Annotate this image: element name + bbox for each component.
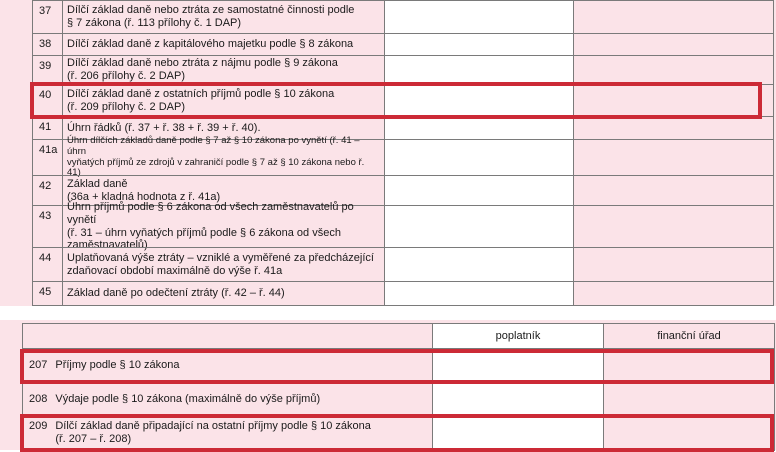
- tax-office-field: [603, 382, 775, 416]
- tax-office-field: [573, 116, 774, 140]
- row-label-line: vyňatých příjmů ze zdrojů v zahraničí podle § 7 až § 10 zákona nebo ř. 41): [67, 156, 365, 179]
- row-label-line: (ř. 206 přílohy č. 2 DAP): [67, 70, 185, 82]
- row-label: [62, 84, 385, 117]
- row-label: [62, 55, 385, 85]
- row-label-line: zaměstnavatelů): [67, 239, 148, 252]
- taxpayer-input[interactable]: [384, 33, 574, 56]
- row-label-line: Základ daně: [67, 177, 128, 190]
- row-text: Příjmy podle § 10 zákona: [55, 359, 180, 372]
- taxpayer-input[interactable]: [384, 116, 574, 140]
- row-39: [32, 55, 776, 84]
- row-40: [32, 84, 776, 116]
- row-label: [22, 382, 433, 416]
- row-label-line: (ř. 31 – úhrn vyňatých příjmů podle § 6 zákona od všech: [67, 226, 341, 239]
- row-number: 38: [32, 33, 63, 56]
- row-207: [22, 348, 776, 382]
- taxpayer-input[interactable]: [384, 139, 574, 176]
- taxpayer-input[interactable]: [384, 247, 574, 282]
- header-spacer: [22, 323, 433, 349]
- taxpayer-input[interactable]: [432, 348, 604, 383]
- taxpayer-input[interactable]: [384, 175, 574, 206]
- row-number: 208: [29, 392, 48, 405]
- tax-office-field: [603, 348, 775, 383]
- row-label-line: Dílčí základ daně nebo ztráta ze samostatné činnosti podle: [67, 4, 355, 17]
- row-41a: [32, 134, 776, 179]
- row-label: Základ daně po odečtení ztráty (ř. 42 – ř. 44): [62, 281, 385, 306]
- row-label-line: Úhrn dílčích základů daně podle § 7 až § 10 zákona po vynětí (ř. 41 – úhrn: [67, 134, 360, 157]
- row-209: [22, 415, 776, 450]
- row-label-line: Uplatňovaná výše ztráty – vzniklé a vyměřené za předcházející: [67, 251, 374, 264]
- tax-office-field: [573, 33, 774, 56]
- row-number: 207: [29, 359, 48, 372]
- row-number: 209: [29, 420, 48, 432]
- row-text: (ř. 207 – ř. 208): [55, 432, 132, 445]
- tax-office-field: [573, 205, 774, 248]
- column-header-taxpayer: poplatník: [432, 323, 604, 349]
- tax-office-field: [573, 175, 774, 206]
- row-number: 43: [32, 205, 63, 248]
- row-label-line: (36a + kladná hodnota z ř. 41a): [67, 190, 221, 203]
- row-label: [22, 415, 433, 451]
- row-number: 37: [32, 0, 63, 34]
- row-43: [32, 201, 776, 252]
- row-44: [32, 247, 776, 281]
- tax-office-field: [573, 281, 774, 306]
- row-label-line: Dílčí základ daně z ostatních příjmů podle § 10 zákona: [67, 87, 335, 100]
- row-text: Výdaje podle § 10 zákona (maximálně do výše příjmů): [55, 392, 321, 405]
- taxpayer-input[interactable]: [384, 84, 574, 117]
- row-number: 41a: [32, 139, 63, 176]
- row-label: [62, 247, 385, 282]
- row-label-line: § 7 zákona (ř. 113 přílohy č. 1 DAP): [67, 17, 242, 29]
- row-label-line: Dílčí základ daně nebo ztráta z nájmu podle § 9 zákona: [67, 57, 338, 70]
- taxpayer-input[interactable]: [432, 382, 604, 416]
- row-label: [62, 134, 385, 179]
- row-label: [22, 348, 433, 383]
- row-number: 40: [32, 84, 63, 117]
- row-number: 42: [32, 175, 63, 206]
- row-text: Dílčí základ daně připadající na ostatní příjmy podle § 10 zákona: [55, 420, 371, 432]
- row-37: [32, 0, 776, 33]
- row-208: [22, 382, 776, 415]
- tax-office-field: [573, 139, 774, 176]
- row-38: [32, 33, 776, 55]
- row-number: 44: [32, 247, 63, 282]
- tax-office-field: [603, 415, 775, 451]
- tax-office-field: [573, 0, 774, 34]
- row-label-line: (ř. 209 přílohy č. 2 DAP): [67, 100, 185, 113]
- taxpayer-input[interactable]: [432, 415, 604, 451]
- tax-office-field: [573, 247, 774, 282]
- row-number: 41: [32, 116, 63, 140]
- row-label: [62, 0, 385, 34]
- row-label: Úhrn řádků (ř. 37 + ř. 38 + ř. 39 + ř. 40).: [62, 116, 385, 140]
- row-label-line: Úhrn příjmů podle § 6 zákona od všech zaměstnavatelů po vynětí: [67, 201, 354, 226]
- row-45: [32, 281, 776, 305]
- tax-office-field: [573, 84, 774, 117]
- row-label: [62, 201, 385, 252]
- taxpayer-input[interactable]: [384, 55, 574, 85]
- attachment-section: [0, 320, 776, 450]
- row-label: Dílčí základ daně z kapitálového majetku podle § 8 zákona: [62, 33, 385, 56]
- taxpayer-input[interactable]: [384, 281, 574, 306]
- taxpayer-input[interactable]: [384, 0, 574, 34]
- column-header-tax-office: finanční úřad: [603, 323, 775, 349]
- tax-office-field: [573, 55, 774, 85]
- row-number: 39: [32, 55, 63, 85]
- row-label-line: zdaňovací období maximálně do výše ř. 41a: [67, 264, 283, 277]
- row-number: 45: [32, 281, 63, 306]
- column-header-row: [22, 323, 776, 348]
- taxpayer-input[interactable]: [384, 205, 574, 248]
